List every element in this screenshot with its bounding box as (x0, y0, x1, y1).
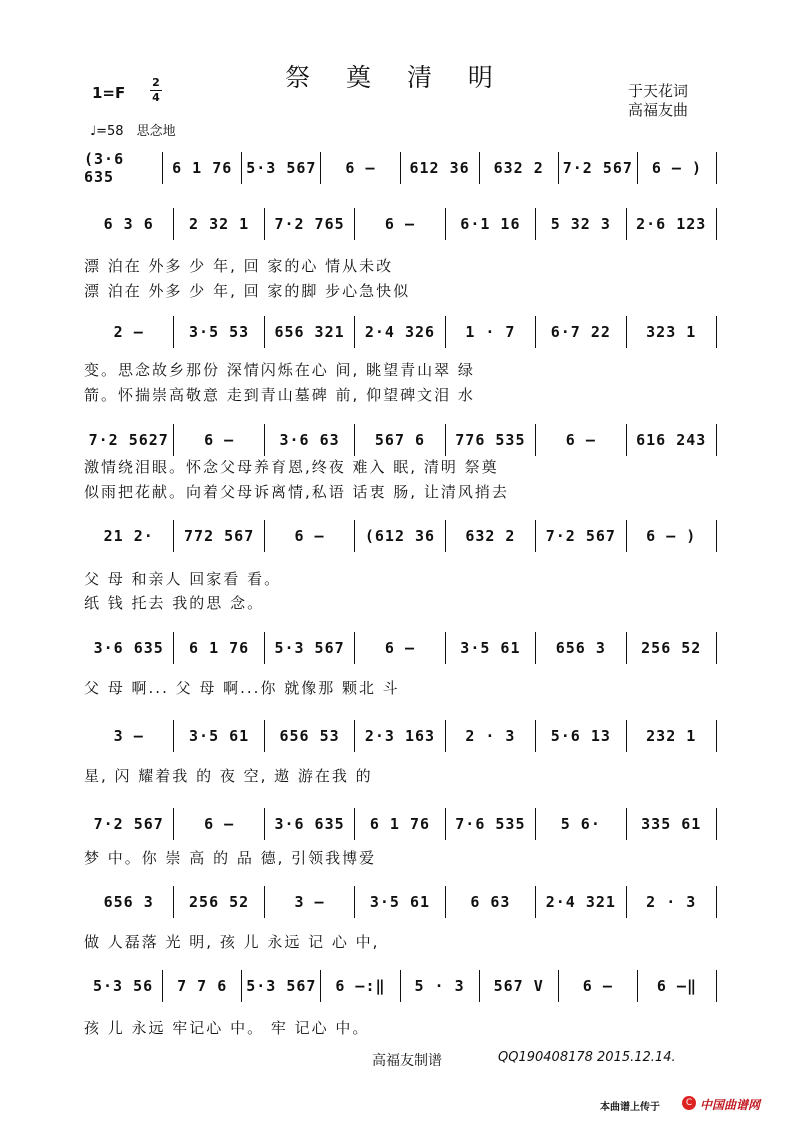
measure: 335 61 (626, 808, 716, 840)
composer: 高福友曲 (628, 101, 689, 119)
measure: 5·3 567 (264, 632, 354, 664)
notation-line (84, 808, 717, 840)
time-signature-top: 2 (152, 76, 160, 89)
time-signature-bottom: 4 (152, 91, 160, 104)
measure: 656 321 (264, 316, 354, 348)
measure: 5·6 13 (535, 720, 625, 752)
measure: 3·6 635 (93, 639, 164, 657)
notation-line (84, 152, 717, 184)
lyric-line: 做 人磊落 光 明, 孩 儿 永远 记 心 中, (84, 933, 380, 951)
measure: 5 32 3 (535, 208, 625, 240)
key-signature: 1=F (92, 84, 126, 102)
measure: 612 36 (400, 152, 479, 184)
measure: 256 52 (626, 632, 716, 664)
measure: 3 – (113, 727, 144, 745)
measure: 6 1 76 (162, 152, 241, 184)
lyric-line: 父 母 和亲人 回家看 看。 (84, 570, 282, 588)
notation-line (84, 208, 717, 240)
lyric-line: 漂 泊在 外多 少 年, 回 家的心 情从未改 (84, 257, 394, 275)
measure: 5 · 3 (400, 970, 479, 1002)
measure: 3·6 63 (264, 424, 354, 456)
measure: 6 63 (445, 886, 535, 918)
measure: 7 7 6 (162, 970, 241, 1002)
measure: 1 · 7 (445, 316, 535, 348)
measure: 6 – (354, 632, 444, 664)
tempo-marking: ♩=58 思念地 (90, 124, 176, 139)
measure: 6 –‖ (637, 970, 716, 1002)
measure: 6 – (535, 424, 625, 456)
lyric-line: 纸 钱 托去 我的思 念。 (84, 594, 265, 612)
measure: 5·3 567 (241, 152, 320, 184)
lyric-line: 漂 泊在 外多 少 年, 回 家的脚 步心急快似 (84, 282, 411, 300)
notation-line (84, 720, 717, 752)
lyric-line: 变。思念故乡那份 深情闪烁在心 间, 眺望青山翠 绿 (84, 361, 475, 379)
measure: 6 –:‖ (320, 970, 399, 1002)
lyric-line: 梦 中。你 崇 高 的 品 德, 引领我博爱 (84, 849, 377, 867)
measure: 7·6 535 (445, 808, 535, 840)
measure: 2·4 321 (535, 886, 625, 918)
lyric-line: 似雨把花献。向着父母诉离情,私语 话衷 肠, 让清风捎去 (84, 483, 509, 501)
lyricist: 于天花词 (628, 82, 689, 100)
notation-line (84, 316, 717, 348)
measure: 232 1 (626, 720, 716, 752)
measure: 772 567 (173, 520, 263, 552)
measure: 5 6· (535, 808, 625, 840)
lyric-line: 星, 闪 耀着我 的 夜 空, 遨 游在我 的 (84, 767, 373, 785)
measure: 2 32 1 (173, 208, 263, 240)
credits (628, 82, 688, 120)
measure: 2·3 163 (354, 720, 444, 752)
measure: (612 36 (354, 520, 444, 552)
measure: 3·5 53 (173, 316, 263, 348)
notation-line (84, 424, 717, 456)
measure: 7·2 765 (264, 208, 354, 240)
notation-line (84, 970, 717, 1002)
measure: 6 1 76 (354, 808, 444, 840)
measure: 2·4 326 (354, 316, 444, 348)
measure: 6 3 6 (103, 215, 154, 233)
measure: 567 6 (354, 424, 444, 456)
measure: 656 3 (535, 632, 625, 664)
measure: 6·1 16 (445, 208, 535, 240)
measure: 6 – (173, 424, 263, 456)
measure: 656 3 (103, 893, 154, 911)
measure: 6·7 22 (535, 316, 625, 348)
measure: 656 53 (264, 720, 354, 752)
measure: 6 – ) (637, 152, 716, 184)
upload-note: 本曲谱上传于 (600, 1102, 660, 1113)
measure: 6 – (264, 520, 354, 552)
measure: 3·6 635 (264, 808, 354, 840)
measure: 632 2 (445, 520, 535, 552)
lyric-line: 孩 儿 永远 牢记心 中。 牢 记心 中。 (84, 1019, 370, 1037)
measure: 616 243 (626, 424, 716, 456)
lyric-line: 激情绕泪眼。怀念父母养育恩,终夜 难入 眠, 清明 祭奠 (84, 458, 499, 476)
lyric-line: 父 母 啊... 父 母 啊...你 就像那 颗北 斗 (84, 679, 400, 697)
measure: 6 – (354, 208, 444, 240)
measure: 6 – (320, 152, 399, 184)
measure: 7·2 5627 (88, 431, 169, 449)
measure: 21 2· (103, 527, 154, 545)
measure: 6 – ) (626, 520, 716, 552)
site-logo-icon: C (682, 1096, 696, 1110)
transcriber: 高福友制谱 (372, 1053, 442, 1069)
transcriber-info: QQ190408178 2015.12.14. (498, 1050, 676, 1065)
measure: 6 – (558, 970, 637, 1002)
measure: 5·3 567 (241, 970, 320, 1002)
measure: 3 – (264, 886, 354, 918)
measure: 256 52 (173, 886, 263, 918)
measure: 7·2 567 (535, 520, 625, 552)
measure: 3·5 61 (173, 720, 263, 752)
notation-line (84, 886, 717, 918)
song-title: 祭 奠 清 明 (285, 63, 507, 92)
measure: 6 1 76 (173, 632, 263, 664)
measure: 2 – (113, 323, 144, 341)
measure: 3·5 61 (354, 886, 444, 918)
measure: 6 – (173, 808, 263, 840)
measure: 567 V (479, 970, 558, 1002)
notation-line (84, 632, 717, 664)
measure: 7·2 567 (93, 815, 164, 833)
measure: 2 · 3 (626, 886, 716, 918)
measure: 2·6 123 (626, 208, 716, 240)
notation-line (84, 520, 717, 552)
lyric-line: 箭。怀揣崇高敬意 走到青山墓碑 前, 仰望碑文泪 水 (84, 386, 475, 404)
site-name[interactable]: 中国曲谱网 (700, 1098, 761, 1112)
measure: 776 535 (445, 424, 535, 456)
measure: 632 2 (479, 152, 558, 184)
time-signature (150, 77, 162, 104)
measure: 5·3 56 (92, 977, 154, 995)
measure: 323 1 (626, 316, 716, 348)
measure: (3·6 635 (84, 150, 125, 186)
measure: 2 · 3 (445, 720, 535, 752)
measure: 3·5 61 (445, 632, 535, 664)
measure: 7·2 567 (558, 152, 637, 184)
